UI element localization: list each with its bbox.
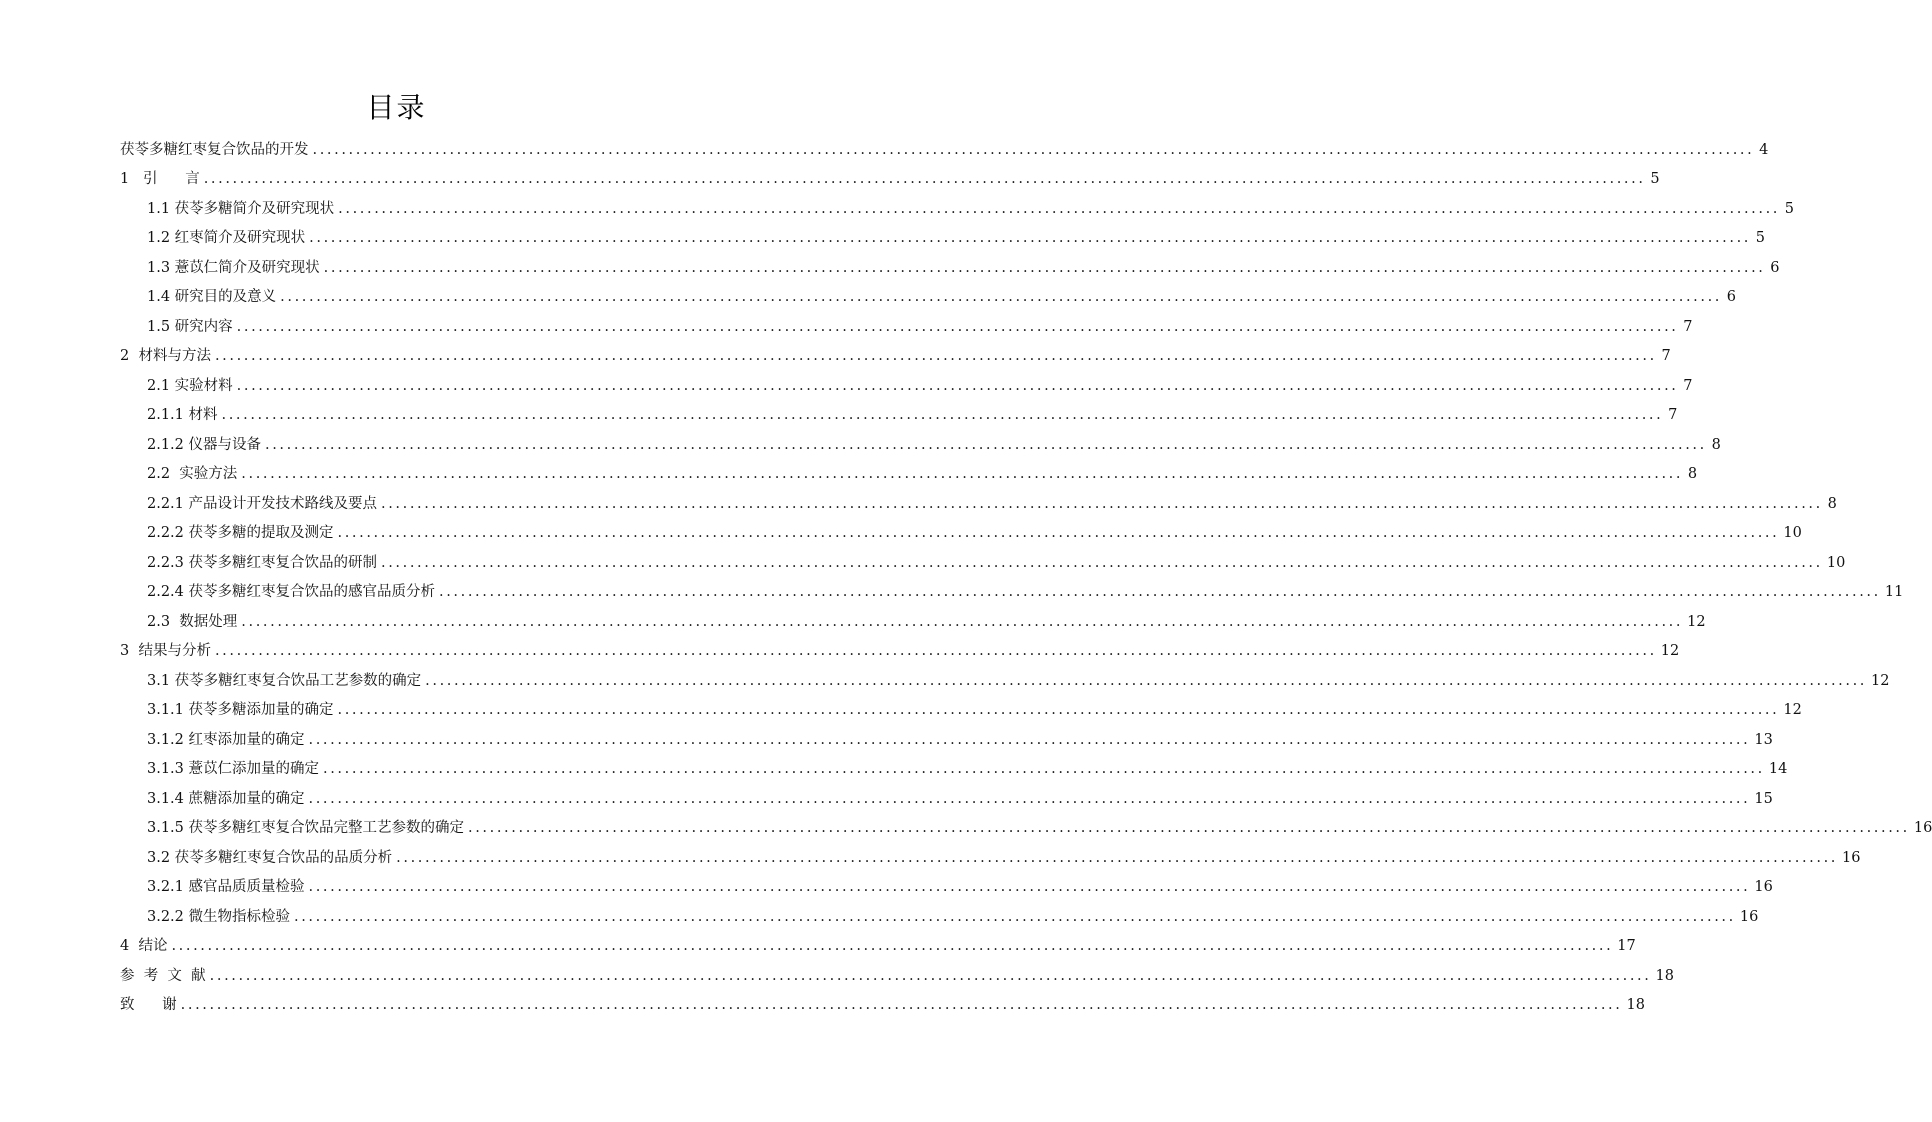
toc-entry-page: 5 [1784,200,1794,217]
toc-entry-page: 10 [1783,525,1802,541]
toc-entry-label: 2.2.2 茯苓多糖的提取及测定 [147,525,334,541]
toc-leader-dots: ........................................................................................................................................................................................................ [308,790,1751,807]
toc-entry-label: 3.2.2 微生物指标检验 [147,908,291,925]
toc-entry[interactable] [120,130,1769,160]
toc-entry-label: 3.1.4 蔗糖添加量的确定 [147,790,305,807]
toc-leader-dots: ........................................................................................................................................................................................................ [221,407,1664,423]
toc-leader-dots: ........................................................................................................................................................................................................ [280,289,1722,305]
toc-entry[interactable] [120,366,1693,396]
toc-entry-label: 2.2.4 茯苓多糖红枣复合饮品的感官品质分析 [147,584,436,600]
toc-entry-label: 1.5 研究内容 [147,318,233,335]
toc-entry-page: 7 [1683,318,1693,335]
toc-entry-label: 3.2.1 感官品质质量检验 [147,879,305,895]
toc-entry[interactable] [120,337,1671,367]
toc-entry-label: 4 结论 [120,938,168,954]
toc-entry[interactable] [120,307,1693,337]
toc-entry-page: 10 [1826,554,1846,571]
toc-entry[interactable] [120,956,1674,986]
toc-entry-page: 8 [1711,436,1721,453]
toc-entry[interactable] [120,927,1636,957]
toc-leader-dots: ........................................................................................................................................................................................................ [214,643,1657,659]
toc-entry-page: 15 [1754,790,1773,807]
table-of-contents [120,130,1932,1015]
toc-leader-dots: ........................................................................................................................................................................................................ [171,938,1614,954]
toc-entry-page: 16 [1842,849,1861,866]
toc-entry-label: 1.1 茯苓多糖简介及研究现状 [147,200,335,217]
toc-leader-dots: ........................................................................................................................................................................................................ [236,318,1679,335]
toc-leader-dots: ........................................................................................................................................................................................................ [381,495,1823,512]
toc-entry[interactable] [120,661,1890,691]
toc-entry-label: 2.1 实验材料 [147,377,233,394]
toc-entry[interactable] [120,278,1736,308]
toc-leader-dots: ........................................................................................................................................................................................................ [468,820,1910,836]
toc-entry-label: 1.3 薏苡仁简介及研究现状 [147,259,320,276]
toc-leader-dots: ........................................................................................................................................................................................................ [214,348,1657,364]
toc-leader-dots: ........................................................................................................................................................................................................ [323,761,1765,777]
toc-entry-page: 5 [1755,230,1765,246]
toc-entry-label: 2.1.1 材料 [147,407,218,423]
toc-entry-page: 12 [1687,613,1706,630]
toc-entry-label: 3.1.5 茯苓多糖红枣复合饮品完整工艺参数的确定 [147,820,465,836]
toc-entry-label: 2.2.1 产品设计开发技术路线及要点 [147,495,378,512]
toc-entry-page: 12 [1660,643,1680,659]
toc-leader-dots: ........................................................................................................................................................................................................ [323,259,1766,276]
toc-leader-dots: ........................................................................................................................................................................................................ [338,200,1780,217]
toc-entry-label: 3.1.2 红枣添加量的确定 [147,731,305,748]
toc-entry-label: 3.2 茯苓多糖红枣复合饮品的品质分析 [147,849,393,866]
toc-entry-page: 12 [1783,702,1802,718]
toc-entry-page: 12 [1871,672,1890,689]
toc-entry-label: 2.2 实验方法 [147,466,238,482]
toc-entry[interactable] [120,838,1861,868]
toc-entry-page: 7 [1683,377,1693,394]
toc-leader-dots: ........................................................................................................................................................................................................ [381,554,1823,571]
toc-entry-label: 2.2.3 茯苓多糖红枣复合饮品的研制 [147,554,378,571]
toc-entry-page: 7 [1668,407,1678,423]
toc-entry-page: 13 [1754,731,1773,748]
toc-entry-page: 18 [1655,967,1674,984]
toc-entry-page: 16 [1913,820,1932,836]
toc-entry-page: 8 [1827,495,1837,512]
toc-leader-dots: ........................................................................................................................................................................................................ [241,613,1684,630]
toc-entry-label: 致 谢 [120,997,177,1013]
toc-entry-label: 1.2 红枣简介及研究现状 [147,230,306,246]
toc-leader-dots: ........................................................................................................................................................................................................ [180,997,1623,1013]
toc-leader-dots: ........................................................................................................................................................................................................ [236,377,1679,394]
toc-entry[interactable] [120,809,1932,839]
toc-entry-label: 3.1.3 薏苡仁添加量的确定 [147,761,320,777]
toc-entry[interactable] [120,632,1680,662]
toc-entry-page: 17 [1617,938,1636,954]
toc-leader-dots: ........................................................................................................................................................................................................ [396,849,1838,866]
toc-leader-dots: ........................................................................................................................................................................................................ [294,908,1736,925]
toc-entry[interactable] [120,750,1788,780]
toc-entry-label: 茯苓多糖红枣复合饮品的开发 [120,141,309,158]
toc-entry[interactable] [120,248,1780,278]
toc-leader-dots: ........................................................................................................................................................................................................ [265,436,1707,453]
toc-entry[interactable] [120,160,1660,190]
toc-entry[interactable] [120,396,1678,426]
toc-entry-page: 6 [1726,289,1736,305]
toc-entry-label: 2 材料与方法 [120,348,211,364]
toc-entry[interactable] [120,897,1759,927]
toc-leader-dots: ........................................................................................................................................................................................................ [308,879,1751,895]
toc-entry-label: 3.1.1 茯苓多糖添加量的确定 [147,702,334,718]
toc-entry[interactable] [120,425,1721,455]
toc-entry[interactable] [120,484,1837,514]
toc-entry[interactable] [120,455,1698,485]
toc-entry[interactable] [120,779,1773,809]
toc-entry[interactable] [120,986,1645,1016]
toc-leader-dots: ........................................................................................................................................................................................................ [241,466,1684,482]
page-title: 目录 [366,91,427,124]
toc-leader-dots: ........................................................................................................................................................................................................ [203,171,1646,187]
toc-leader-dots: ........................................................................................................................................................................................................ [337,702,1780,718]
toc-entry-label: 参 考 文 献 [120,967,206,984]
toc-entry-label: 3.1 茯苓多糖红枣复合饮品工艺参数的确定 [147,672,422,689]
toc-leader-dots: ........................................................................................................................................................................................................ [439,584,1881,600]
toc-entry[interactable] [120,189,1794,219]
toc-entry-label: 1.4 研究目的及意义 [147,289,277,305]
toc-entry-label: 2.3 数据处理 [147,613,238,630]
toc-entry-label: 3 结果与分析 [120,643,211,659]
toc-leader-dots: ........................................................................................................................................................................................................ [425,672,1867,689]
toc-leader-dots: ........................................................................................................................................................................................................ [308,731,1751,748]
toc-entry[interactable] [120,868,1773,898]
toc-entry[interactable] [120,514,1802,544]
toc-entry[interactable] [120,219,1765,249]
toc-leader-dots: ........................................................................................................................................................................................................ [209,967,1652,984]
toc-entry[interactable] [120,602,1706,632]
toc-entry-page: 18 [1626,997,1645,1013]
toc-entry[interactable] [120,573,1904,603]
toc-entry-page: 5 [1650,171,1660,187]
toc-leader-dots: ........................................................................................................................................................................................................ [309,230,1751,246]
toc-entry-label: 2.1.2 仪器与设备 [147,436,262,453]
toc-entry[interactable] [120,720,1773,750]
toc-entry-page: 8 [1687,466,1698,482]
toc-entry-page: 14 [1768,761,1788,777]
toc-leader-dots: ........................................................................................................................................................................................................ [337,525,1780,541]
toc-entry-page: 7 [1661,348,1671,364]
toc-entry-page: 6 [1770,259,1780,276]
toc-entry-page: 16 [1739,908,1759,925]
toc-entry-label: 1 引 言 [120,171,200,187]
toc-entry-page: 4 [1759,141,1769,158]
toc-leader-dots: ........................................................................................................................................................................................................ [312,141,1755,158]
toc-entry[interactable] [120,691,1802,721]
toc-entry-page: 16 [1754,879,1773,895]
toc-entry[interactable] [120,543,1846,573]
toc-entry-page: 11 [1884,584,1904,600]
